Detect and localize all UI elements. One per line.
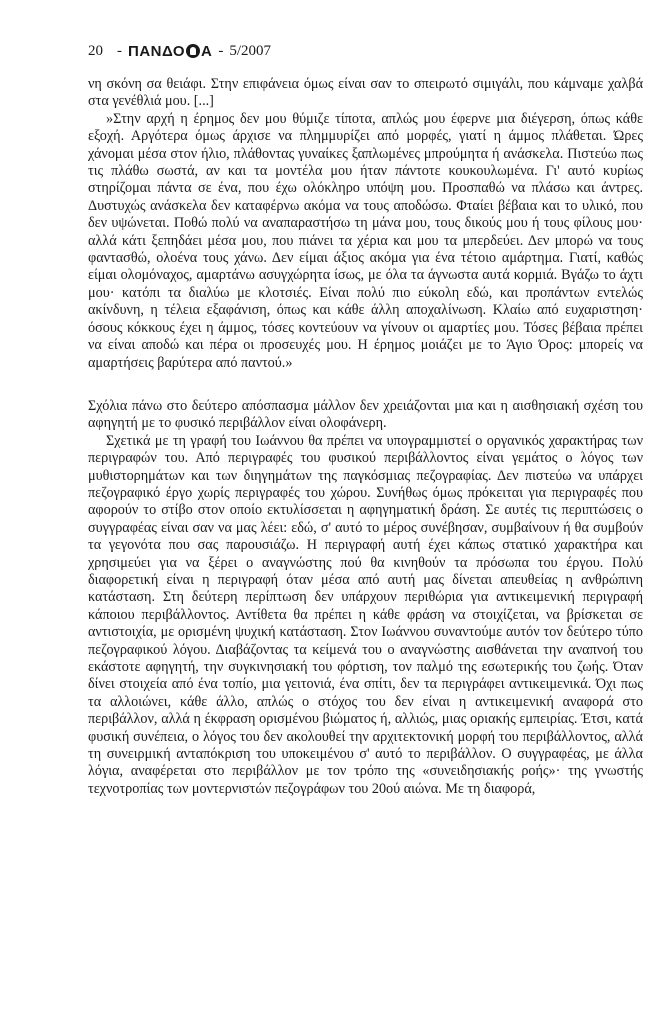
paragraph-comment: Σχόλια πάνω στο δεύτερο απόσπασμα μάλλον δεν χρειάζονται μια και η αισθησιακή σχέση του αφηγητή με το φυσικό περιβάλλον είναι ολοφάνερη. [88,397,643,432]
section-gap [88,372,643,398]
issue-number: 5/2007 [229,42,272,59]
paragraph-quote-continuation: νη σκόνη σα θειάφι. Στην επιφάνεια όμως είναι σαν το σπειρωτό σιμιγάλι, που κάμναμε χαλβά στα γενέθλιά μου. [...] [88,76,643,110]
page [88,40,643,798]
page-number: 20 [88,42,103,59]
header-separator-2: - [218,42,224,59]
paragraph-quote: »Στην αρχή η έρημος δεν μου θύμιζε τίποτα, απλώς μου έφερνε μια διέγερση, όπως κάθε εξοχή. Αργότερα όμως άρχισε να πλημμυρίζει από μορφές, γιατί η άμμος πλάθεται. Ώρες χάνομαι μέσα στον ήλιο, πλάθοντας γυναίκες ξαπλωμένες μπρούμητα ή ανάσκελα. Πιστεύω πως τις πλάθω σωστά, αν και τα μοντέλα μου ήταν πάντοτε κουκουλωμένα. Γι' αυτό κυρίως στηρίζομαι πάντα σε ένα, που έχω ολόκληρο υπόψη μου. Προσπαθώ να πλάσω και άντρες. Δυστυχώς ανάσκελα δεν καταφέρνω ακόμα να τους αποδώσω. Φταίει βέβαια και το υλικό, που δεν υψώνεται. Ποθώ πολύ να αναπαραστήσω τη μάνα μου, τους δικούς μου ή τους φίλους μου· αλλά κάτι ξεπηδάει μέσα μου, που πιάνει τα χέρια και μου τα μπερδεύει. Δεν μπορώ να τους φαντασθώ, ολοένα τους χάνω. Δεν είμαι άξιος ακόμα για ένα τέτοιο αμάρτημα. Γιατί, καθώς είμαι ολομόναχος, αμαρτάνω ασυγχώρητα ίσως, με όλα τα άγνωστα αυτά κορμιά. Βγάζω το άχτι μου· κατόπι τα διαλύω με κλοτσιές. Είναι πολύ πιο εύκολη εδώ, και προπάντων εντελώς ακίνδυνη, η τέλεια εξαφάνιση, όπως και κάθε άλλη αποχαλίνωση. Κλαίω από ευχαριστηση· όσους κόκκους έχει η άμμος, τόσες κοντεύουν να γίνουν οι αμαρτίες μου. Τόσες βέβαια πρέπει να είναι αποδώ και πέρα οι προσευχές μου. Η έρημος μοιάζει με το Άγιο Όρος: μπορείς να αμαρτήσεις βαρύτερα από παντού.» [88,110,643,371]
pandora-logo-icon [186,44,200,58]
body-text [88,76,643,798]
header-separator: - [117,42,122,59]
magazine-title-pre: ΠΑΝΔΟ [128,42,186,60]
running-header [88,40,643,62]
magazine-title-post: Α [201,42,213,60]
magazine-title [128,43,212,60]
paragraph-analysis: Σχετικά με τη γραφή του Ιωάννου θα πρέπει να υπογραμμιστεί ο οργανικός χαρακτήρας των περιγραφών του. Από περιγραφές του φυσικού περιβάλλοντος είναι γεμάτος ο λόγος των μυθιστορημάτων και των διηγημάτων της παγκόσμιας πεζογραφίας. Δεν πιστεύω να υπάρχει πεζογραφικό έργο χωρίς περιγραφές του χώρου. Συνήθως όμως πρόκειται για περιγραφές που αφορούν το στίβο στον οποίο εκτυλίσσεται η αφηγηματική δράση. Σε αυτές τις περιπτώσεις ο συγγραφέας είναι σαν να μας λέει: εδώ, σ' αυτό το μέρος συνέβησαν, συμβαίνουν ή θα συμβούν τα γεγονότα που σας παρουσιάζω. Η περιγραφή αυτή έχει κάπως στατικό χαρακτήρα και χρησιμεύει για να ξέρει ο αναγνώστης πού θα κινηθούν τα πρόσωπα του έργου. Πολύ διαφορετική είναι η περιγραφή όταν μέσα από αυτή μας δίνεται απευθείας η ανθρώπινη κατάσταση. Στη δεύτερη περίπτωση δεν υπάρχουν περιθώρια για αντικειμενική περιγραφή κάποιου περιβάλλοντος. Αντίθετα θα πρέπει η κάθε φράση να στοιχίζεται, να βρίσκεται σε αντιστοιχία, με ορισμένη ψυχική κατάσταση. Στον Ιωάννου συναντούμε αυτόν τον δεύτερο τύπο πεζογραφικού λόγου. Διαβάζοντας τα κείμενά του ο αναγνώστης αισθάνεται την αναπνοή του εκάστοτε αφηγητή, την συγκινησιακή του φόρτιση, τον παλμό της εσωτερικής του ζωής. Όταν δίνει στοιχεία από ένα τοπίο, μια γειτονιά, ένα σπίτι, δεν τα περιγράφει αντικειμενικά. Όχι πως τα αλλοιώνει, κάθε άλλο, απλώς ο στόχος του δεν είναι η αντικειμενική αναφορά στο περιβάλλον, αλλά η έκφραση ορισμένου βιώματος ή, αλλιώς, μιας οριακής εμπειρίας. Έτσι, κατά φυσική συνέπεια, ο λόγος του δεν ακολουθεί την αρχιτεκτονική μορφή του περιβάλλοντος, αλλά τη συνειρμική ανταπόκριση του υποκειμένου σ' αυτό το περιβάλλον. Ο συγγραφέας, με άλλα λόγια, αναφέρεται στο περιβάλλον με τον τρόπο της «συνειδησιακής ροής»· της γνωστής τεχνοτροπίας των μοντερνιστών πεζογράφων του 20ού αιώνα. Με τη διαφορά, [88,432,643,797]
